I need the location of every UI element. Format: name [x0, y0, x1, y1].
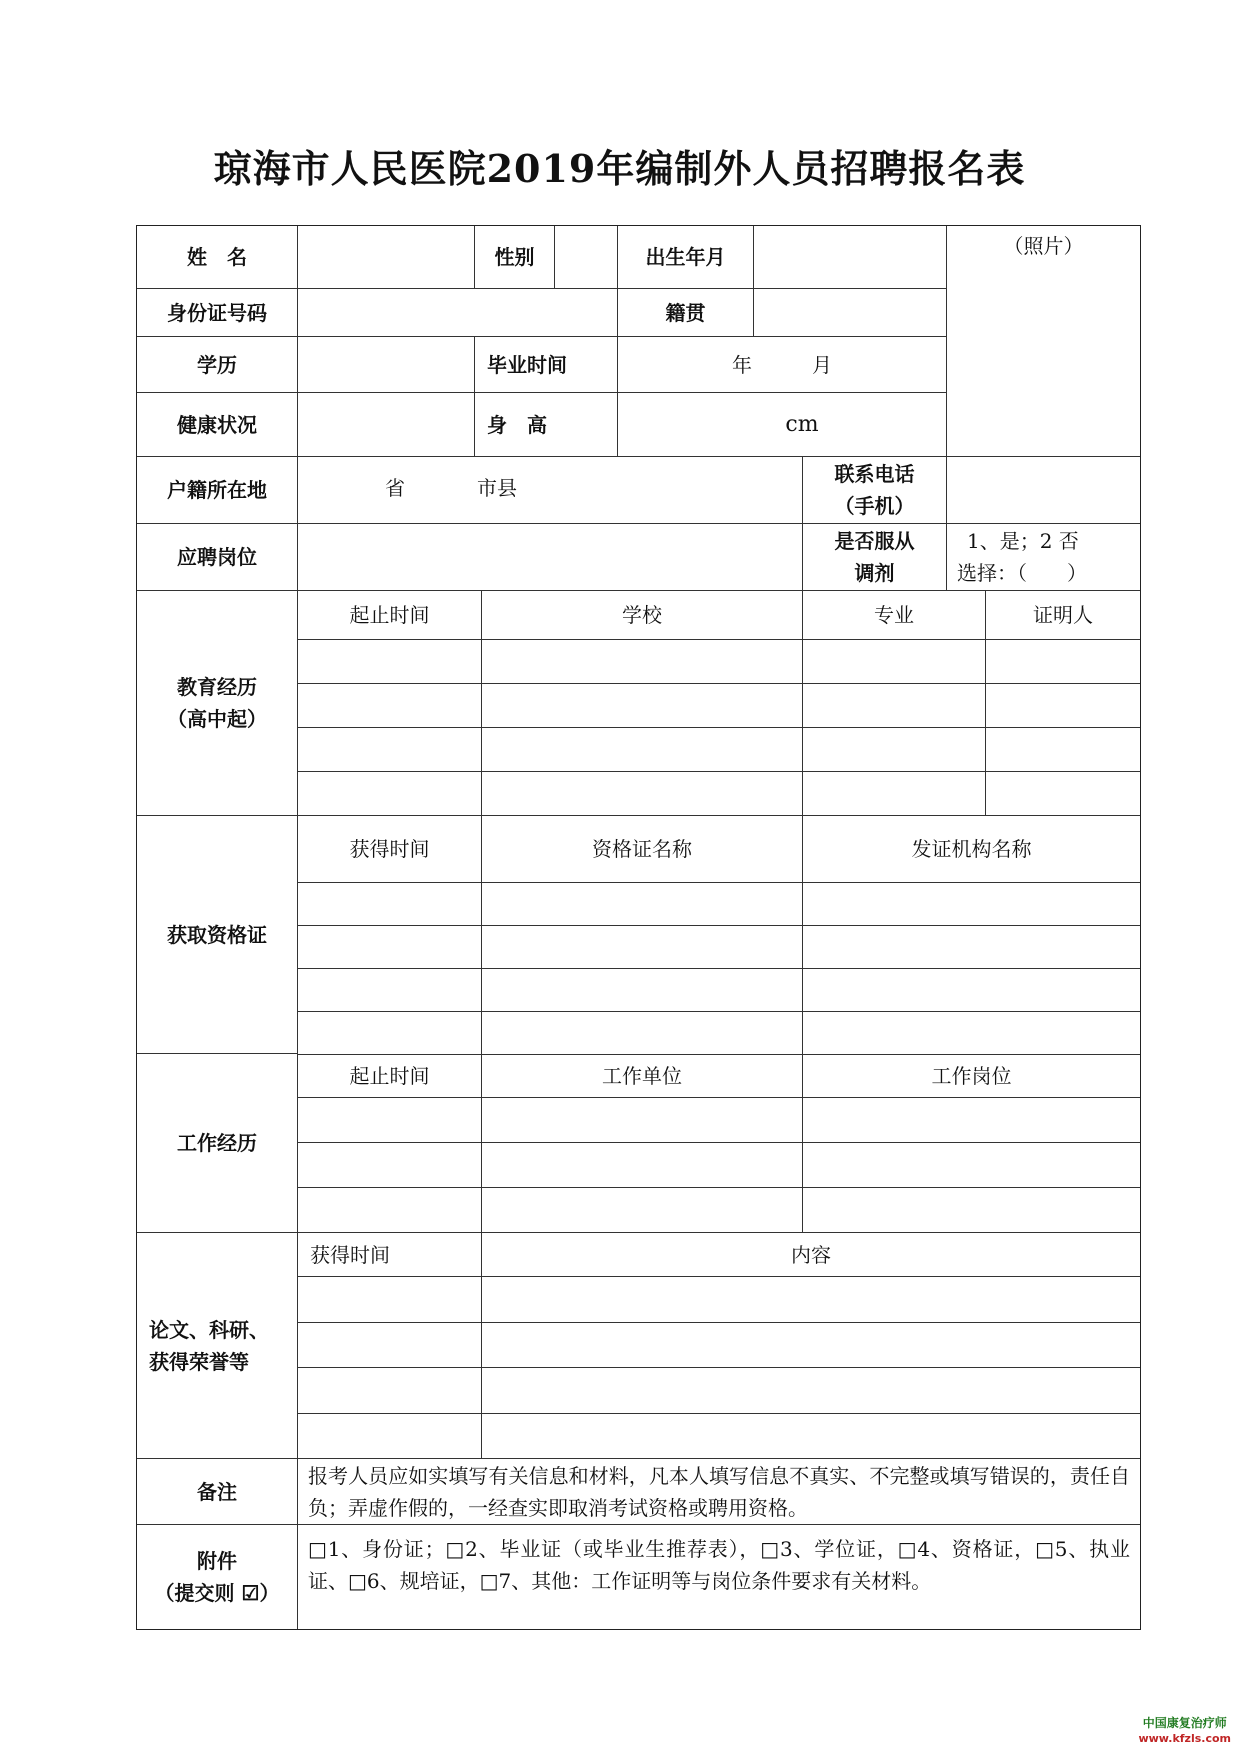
papers-row-1-cell-2[interactable] — [482, 1277, 1140, 1323]
native-label: 籍贯 — [618, 289, 754, 337]
papers-row-2-cell-1[interactable] — [298, 1323, 482, 1369]
phone-label-line2: （手机） — [834, 494, 915, 518]
education-row-4-cell-2[interactable] — [482, 772, 803, 816]
education-row-1-cell-2[interactable] — [482, 640, 803, 684]
adjust-label-line1: 是否服从 — [834, 529, 915, 553]
education-row-3-cell-2[interactable] — [482, 728, 803, 772]
work-header-position: 工作岗位 — [803, 1054, 1140, 1098]
position-label: 应聘岗位 — [137, 524, 298, 591]
papers-row-2-cell-2[interactable] — [482, 1323, 1140, 1369]
work-row-2-cell-3[interactable] — [803, 1143, 1140, 1188]
certificate-row-3-cell-2[interactable] — [482, 969, 803, 1012]
education-row-1-cell-3[interactable] — [803, 640, 986, 684]
name-field[interactable] — [298, 226, 475, 289]
phone-field[interactable] — [947, 457, 1140, 524]
papers-header-date: 获得时间 — [298, 1233, 482, 1277]
education-row-4-cell-1[interactable] — [298, 772, 482, 816]
gender-field[interactable] — [555, 226, 618, 289]
edu-label: 学历 — [137, 337, 298, 393]
native-field[interactable] — [754, 289, 947, 337]
site-watermark — [1138, 1716, 1231, 1746]
certificate-row-3-cell-1[interactable] — [298, 969, 482, 1012]
certificate-row-3-cell-3[interactable] — [803, 969, 1140, 1012]
certificate-row-4-cell-1[interactable] — [298, 1012, 482, 1055]
grad-field[interactable]: 年 月 — [618, 337, 947, 393]
cert-header-issuer: 发证机构名称 — [803, 816, 1140, 883]
health-label: 健康状况 — [137, 393, 298, 457]
grad-label: 毕业时间 — [475, 337, 618, 393]
height-label: 身 高 — [475, 393, 618, 457]
registration-form — [136, 225, 1141, 1630]
cert-header-name: 资格证名称 — [482, 816, 803, 883]
name-label: 姓 名 — [137, 226, 298, 289]
hukou-city: 市县 — [477, 476, 517, 500]
education-row-4-cell-3[interactable] — [803, 772, 986, 816]
papers-row-3-cell-2[interactable] — [482, 1368, 1140, 1414]
height-field[interactable]: cm — [618, 393, 947, 457]
papers-row-3-cell-1[interactable] — [298, 1368, 482, 1414]
photo-box[interactable]: （照片） — [947, 226, 1140, 457]
certificate-row-1-cell-2[interactable] — [482, 883, 803, 926]
education-row-4-cell-4[interactable] — [986, 772, 1140, 816]
work-row-3-cell-3[interactable] — [803, 1188, 1140, 1233]
certificate-row-2-cell-1[interactable] — [298, 926, 482, 969]
watermark-url: www.kfzls.com — [1138, 1732, 1231, 1745]
position-field[interactable] — [298, 524, 803, 591]
work-row-1-cell-1[interactable] — [298, 1098, 482, 1143]
page-title: 琼海市人民医院2019年编制外人员招聘报名表 — [213, 146, 1026, 191]
gender-label: 性别 — [475, 226, 555, 289]
work-header-period: 起止时间 — [298, 1054, 482, 1098]
edu-field[interactable] — [298, 337, 475, 393]
work-row-3-cell-2[interactable] — [482, 1188, 803, 1233]
remark-text: 报考人员应如实填写有关信息和材料，凡本人填写信息不真实、不完整或填写错误的，责任自负；弄虚作假的，一经查实即取消考试资格或聘用资格。 — [298, 1459, 1140, 1525]
papers-header-content: 内容 — [482, 1233, 1140, 1277]
attachment-label-line2: （提交则 ☑） — [154, 1581, 280, 1605]
work-row-2-cell-1[interactable] — [298, 1143, 482, 1188]
certificate-row-4-cell-3[interactable] — [803, 1012, 1140, 1055]
education-row-3-cell-4[interactable] — [986, 728, 1140, 772]
papers-row-4-cell-2[interactable] — [482, 1414, 1140, 1460]
edu-header-school: 学校 — [482, 591, 803, 640]
edu-header-period: 起止时间 — [298, 591, 482, 640]
work-header-employer: 工作单位 — [482, 1054, 803, 1098]
papers-row-4-cell-1[interactable] — [298, 1414, 482, 1460]
education-row-2-cell-2[interactable] — [482, 684, 803, 728]
work-row-3-cell-1[interactable] — [298, 1188, 482, 1233]
education-row-2-cell-4[interactable] — [986, 684, 1140, 728]
certificate-row-2-cell-3[interactable] — [803, 926, 1140, 969]
attachment-label — [137, 1525, 298, 1629]
certificate-row-1-cell-3[interactable] — [803, 883, 1140, 926]
id-label: 身份证号码 — [137, 289, 298, 337]
education-row-1-cell-4[interactable] — [986, 640, 1140, 684]
phone-label-line1: 联系电话 — [834, 462, 915, 486]
certificate-row-1-cell-1[interactable] — [298, 883, 482, 926]
education-label-line2: （高中起） — [167, 707, 267, 731]
edu-header-major: 专业 — [803, 591, 986, 640]
id-field[interactable] — [298, 289, 618, 337]
adjust-choice: 选择：（ ） — [957, 561, 1087, 585]
education-label-line1: 教育经历 — [177, 675, 257, 699]
hukou-label: 户籍所在地 — [137, 457, 298, 524]
papers-label — [137, 1233, 298, 1459]
watermark-site-name: 中国康复治疗师 — [1142, 1716, 1227, 1730]
certificate-row-2-cell-2[interactable] — [482, 926, 803, 969]
education-row-2-cell-1[interactable] — [298, 684, 482, 728]
work-row-1-cell-3[interactable] — [803, 1098, 1140, 1143]
education-row-1-cell-1[interactable] — [298, 640, 482, 684]
remark-label: 备注 — [137, 1459, 298, 1525]
certificate-row-4-cell-2[interactable] — [482, 1012, 803, 1055]
hukou-field[interactable] — [298, 457, 803, 524]
work-label: 工作经历 — [137, 1054, 298, 1233]
health-field[interactable] — [298, 393, 475, 457]
education-row-3-cell-1[interactable] — [298, 728, 482, 772]
papers-row-1-cell-1[interactable] — [298, 1277, 482, 1323]
education-label — [137, 591, 298, 816]
papers-label-line2: 获得荣誉等 — [149, 1349, 249, 1374]
adjust-options: 1、是；2 否 — [967, 529, 1079, 553]
adjust-label-line2: 调剂 — [854, 561, 895, 585]
certificates-label: 获取资格证 — [137, 816, 298, 1054]
papers-label-line1: 论文、科研、 — [149, 1317, 269, 1342]
hukou-province: 省 — [385, 476, 405, 500]
education-row-3-cell-3[interactable] — [803, 728, 986, 772]
attachment-label-line1: 附件 — [197, 1549, 237, 1573]
work-row-1-cell-2[interactable] — [482, 1098, 803, 1143]
birth-label: 出生年月 — [618, 226, 754, 289]
attachment-text[interactable]: □1、身份证；□2、毕业证（或毕业生推荐表），□3、学位证，□4、资格证，□5、执业证、□6、规培证，□7、其他：工作证明等与岗位条件要求有关材料。 — [308, 1537, 1130, 1593]
phone-label — [803, 457, 947, 524]
cert-header-date: 获得时间 — [298, 816, 482, 883]
birth-field[interactable] — [754, 226, 947, 289]
adjust-field[interactable] — [947, 524, 1140, 591]
adjust-label — [803, 524, 947, 591]
work-row-2-cell-2[interactable] — [482, 1143, 803, 1188]
education-row-2-cell-3[interactable] — [803, 684, 986, 728]
edu-header-witness: 证明人 — [986, 591, 1140, 640]
